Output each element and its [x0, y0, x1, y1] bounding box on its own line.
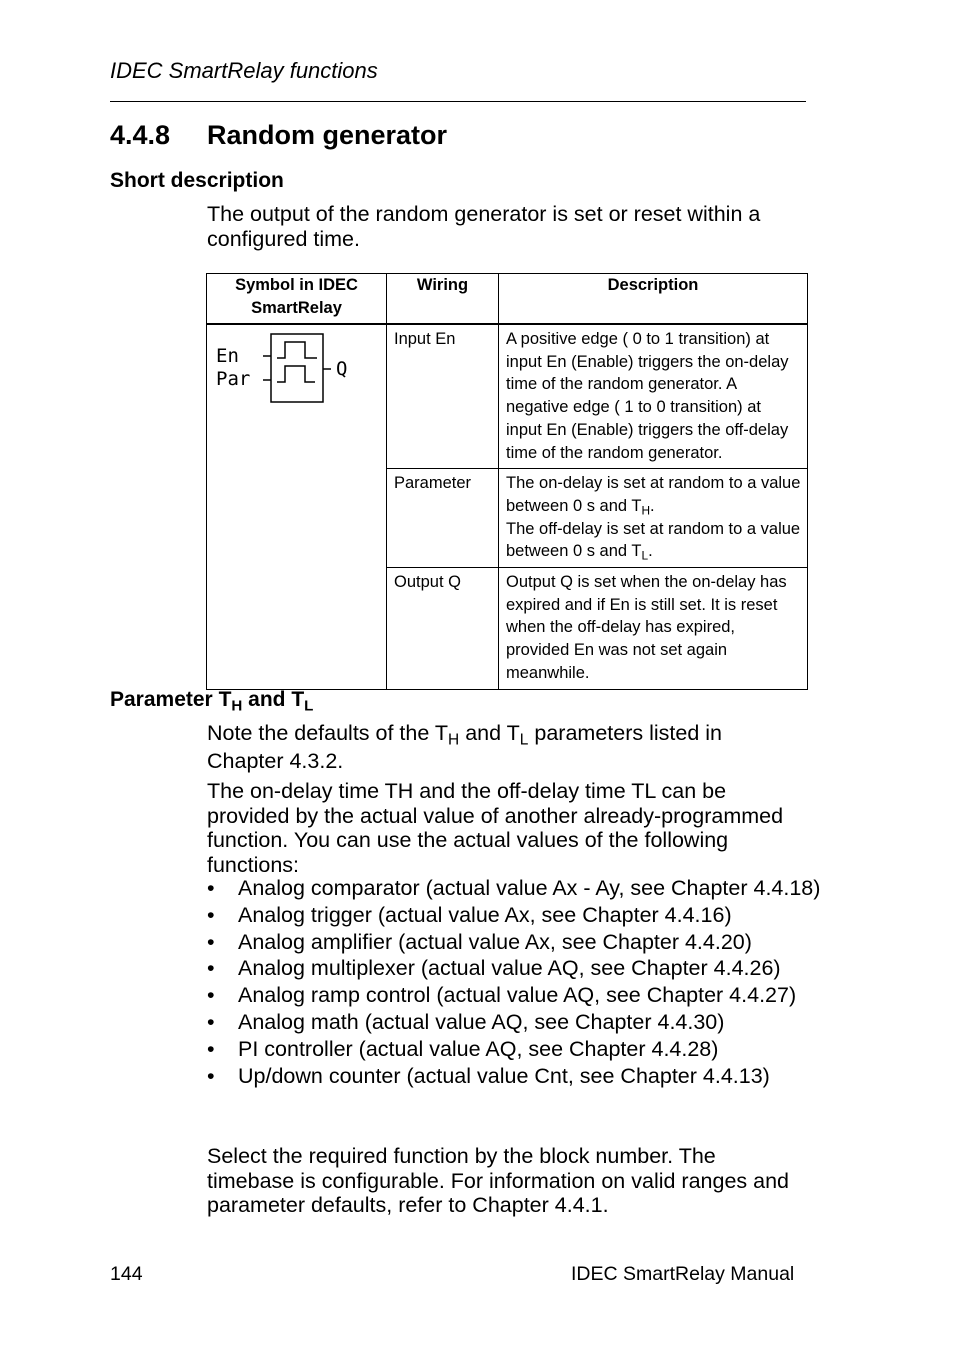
list-item: • PI controller (actual value AQ, see Chapter 4.4.28): [207, 1036, 719, 1061]
list-item: • Analog multiplexer (actual value AQ, see Chapter 4.4.26): [207, 956, 781, 981]
header-description: Description: [499, 274, 808, 325]
page-number: 144: [110, 1263, 143, 1285]
wiring-input-en: Input En: [387, 324, 499, 469]
header-symbol: Symbol in IDEC SmartRelay: [207, 274, 387, 325]
symbol-input-en: En: [216, 345, 239, 367]
closing-paragraph: Select the required function by the block number. The timebase is configurable. For information on valid ranges and parameter defaults, refer to Chapter 4.4.1.: [207, 1144, 790, 1217]
function-table: [206, 273, 808, 690]
short-description-heading: Short description: [110, 169, 284, 192]
table-header-row: [207, 274, 808, 325]
header-wiring: Wiring: [387, 274, 499, 325]
list-item: • Analog math (actual value AQ, see Chapter 4.4.30): [207, 1009, 725, 1034]
pulse-waveform-top: [277, 342, 317, 358]
symbol-output-q: Q: [336, 358, 348, 380]
desc-output-q: Output Q is set when the on-delay has expired and if En is still set. It is reset when the off-delay has expired, provided En was not set again meanwhile.: [499, 568, 808, 690]
table-row: [207, 324, 808, 469]
running-header: IDEC SmartRelay functions: [110, 58, 378, 83]
list-item: • Analog amplifier (actual value Ax, see Chapter 4.4.20): [207, 929, 752, 954]
symbol-cell: [207, 324, 387, 689]
wiring-output-q: Output Q: [387, 568, 499, 690]
section-title-text: Random generator: [207, 120, 448, 150]
parameter-note: Note the defaults of the $T_H$ and $T_L$ parameters listed in Chapter 4.3.2.: [207, 721, 722, 773]
function-list: [207, 876, 827, 1090]
parameter-paragraph: The on-delay time TH and the off-delay time TL can be provided by the actual value of another already-programmed function. You can use the actual values of the following functions:: [207, 779, 784, 877]
function-block-box: [271, 334, 323, 402]
list-item: • Analog trigger (actual value Ax, see Chapter 4.4.16): [207, 902, 732, 927]
pulse-waveform-bottom: [277, 366, 315, 382]
desc-input-en: A positive edge ( 0 to 1 transition) at input En (Enable) triggers the on-delay time of the random generator. A negative edge ( 1 to 0 transition) at input En (Enable) triggers the off-delay time of the random generator.: [499, 324, 808, 469]
symbol-input-par: Par: [216, 368, 251, 390]
desc-parameter: The on-delay is set at random to a value between 0 s and $T_H$. The off-delay is set at random to a value between 0 s and $T_L$.: [499, 469, 808, 568]
section-title: [110, 120, 447, 151]
list-item: • Up/down counter (actual value Cnt, see Chapter 4.4.13): [207, 1063, 770, 1088]
list-item: • Analog comparator (actual value Ax - Ay, see Chapter 4.4.18): [207, 876, 821, 900]
wiring-parameter: Parameter: [387, 469, 499, 568]
short-description-text: The output of the random generator is set or reset within a configured time.: [207, 202, 761, 251]
list-item: • Analog ramp control (actual value AQ, see Chapter 4.4.27): [207, 983, 797, 1008]
footer-manual-title: IDEC SmartRelay Manual: [571, 1263, 795, 1285]
random-generator-symbol: [215, 330, 365, 410]
header-rule: [110, 101, 806, 102]
section-number: 4.4.8: [110, 120, 171, 150]
parameter-heading: Parameter $T_H$ and $T_L$: [110, 688, 314, 715]
